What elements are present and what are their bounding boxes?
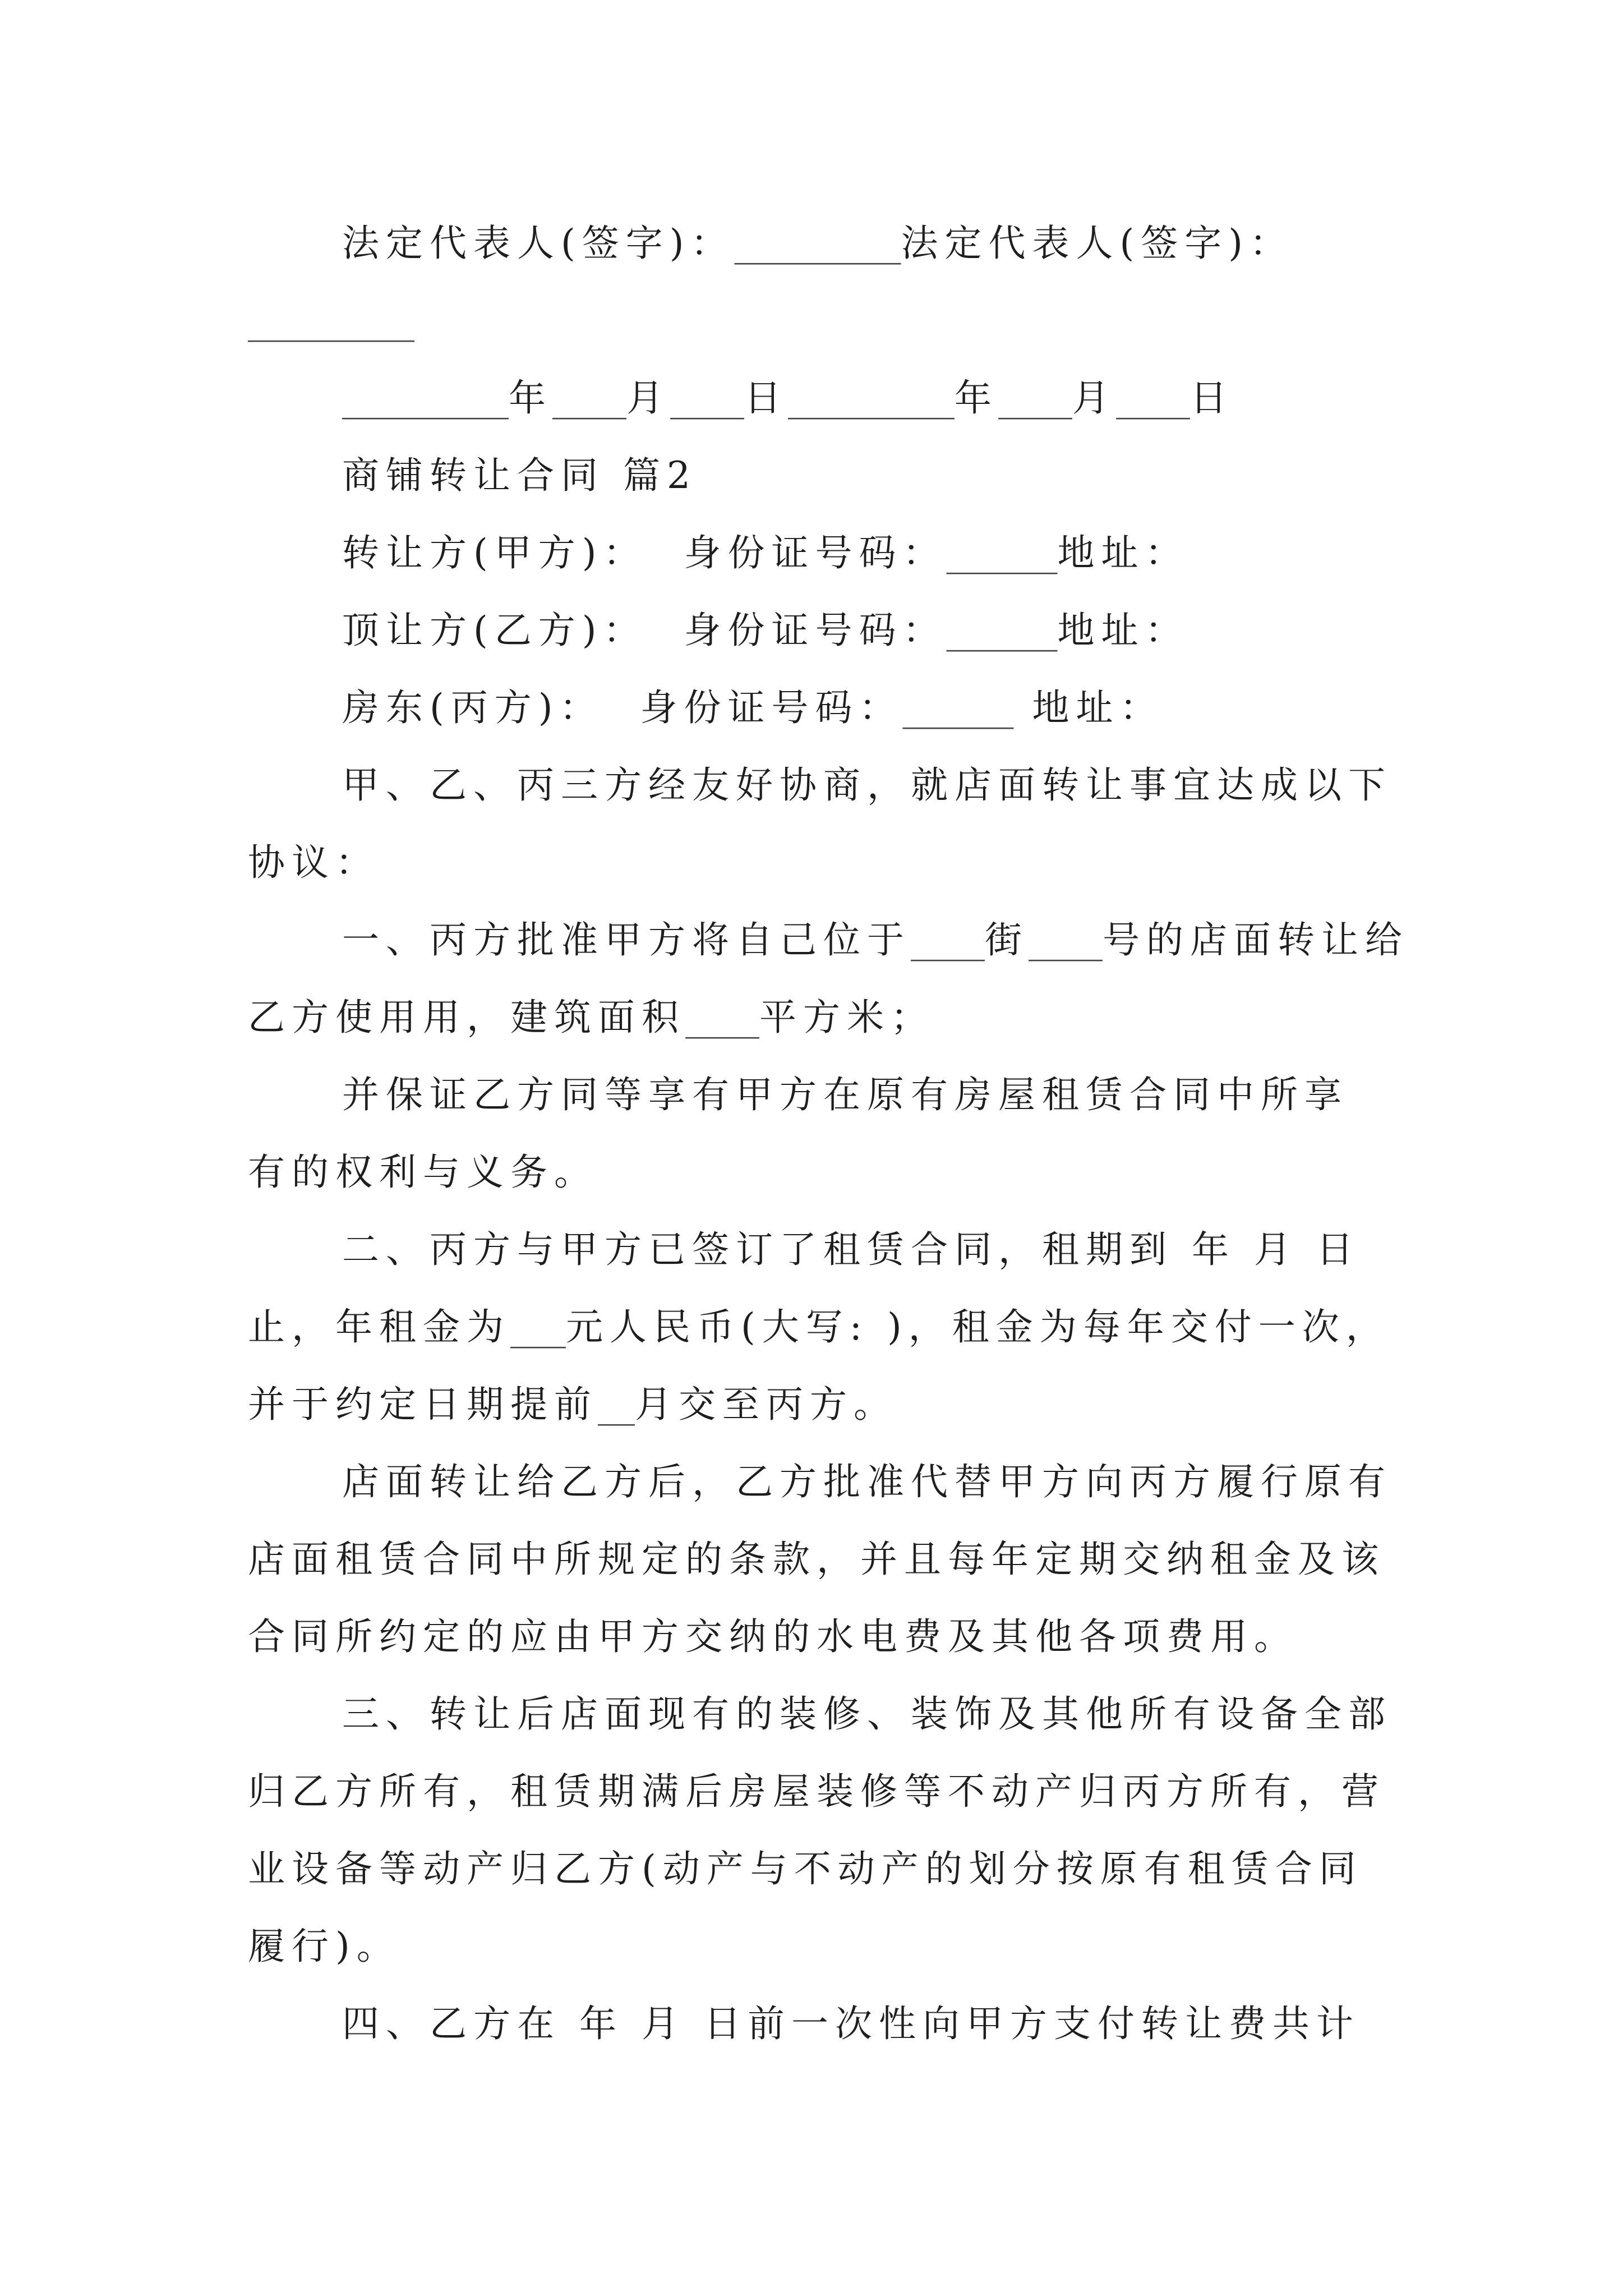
paragraph-line: 店面租赁合同中所规定的条款，并且每年定期交纳租金及该 bbox=[248, 1538, 1385, 1581]
party-line-transferee: 顶让方(乙方)： 身份证号码：______地址： bbox=[342, 609, 1189, 652]
paragraph-line: 止，年租金为___元人民币(大写: )，租金为每年交付一次， bbox=[248, 1305, 1390, 1349]
paragraph-line: 并于约定日期提前__月交至丙方。 bbox=[248, 1383, 897, 1426]
paragraph-line: 乙方使用用，建筑面积____平方米； bbox=[248, 996, 934, 1039]
section-title: 商铺转让合同 篇2 bbox=[342, 454, 697, 497]
blank-field: ______ bbox=[946, 609, 1058, 652]
paragraph-line: 并保证乙方同等享有甲方在原有房屋租赁合同中所享 bbox=[342, 1073, 1348, 1116]
clause-two-obligations bbox=[248, 1443, 1623, 1676]
clause-one bbox=[248, 901, 1623, 1056]
clause-one-guarantee bbox=[248, 1056, 1623, 1211]
blank-field: ____ bbox=[911, 918, 985, 961]
blank-field: ___ bbox=[510, 1305, 566, 1349]
party-line-landlord: 房东(丙方)： 身份证号码：______ 地址： bbox=[342, 686, 1164, 729]
party-list bbox=[248, 514, 1623, 747]
blank-field: ____ bbox=[552, 376, 626, 420]
paragraph-line: 合同所约定的应由甲方交纳的水电费及其他各项费用。 bbox=[248, 1615, 1298, 1658]
blank-field: __ bbox=[598, 1383, 635, 1426]
paragraph-line: 四、乙方在 年 月 日前一次性向甲方支付转让费共计 bbox=[342, 2002, 1360, 2045]
blank-field: ____ bbox=[1116, 376, 1190, 420]
paragraph-line: 有的权利与义务。 bbox=[248, 1151, 598, 1194]
paragraph-line: 履行)。 bbox=[248, 1925, 400, 1968]
signature-block bbox=[248, 205, 1623, 437]
blank-field: _________ bbox=[342, 376, 509, 420]
blank-field: ______ bbox=[902, 686, 1014, 729]
party-line-transferor: 转让方(甲方)： 身份证号码：______地址： bbox=[342, 531, 1189, 574]
blank-field: _________ bbox=[248, 299, 414, 342]
paragraph-line: 甲、乙、丙三方经友好协商，就店面转让事宜达成以下 bbox=[342, 763, 1392, 807]
paragraph-line: 二、丙方与甲方已签订了租赁合同，租期到 年 月 日 bbox=[342, 1228, 1360, 1271]
clause-two bbox=[248, 1211, 1623, 1443]
blank-field: ____ bbox=[998, 376, 1072, 420]
clause-three bbox=[248, 1676, 1623, 1985]
paragraph-line: 业设备等动产归乙方(动产与不动产的划分按原有租赁合同 bbox=[248, 1847, 1363, 1890]
blank-field: ____ bbox=[670, 376, 744, 420]
paragraph-line: 店面转让给乙方后，乙方批准代替甲方向丙方履行原有 bbox=[342, 1460, 1392, 1503]
paragraph-line: 三、转让后店面现有的装修、装饰及其他所有设备全部 bbox=[342, 1692, 1392, 1736]
paragraph-line: 协议： bbox=[248, 841, 379, 884]
blank-field: ____ bbox=[1029, 918, 1103, 961]
paragraph-preamble bbox=[248, 747, 1623, 901]
date-line: _________年____月____日_________年____月____日 bbox=[342, 376, 1234, 420]
paragraph-line: 一、丙方批准甲方将自己位于____街____号的店面转让给 bbox=[342, 918, 1409, 961]
clause-four bbox=[248, 1985, 1623, 2063]
blank-field: ______ bbox=[946, 531, 1058, 574]
blank-field: _________ bbox=[734, 222, 901, 265]
signature-line: 法定代表人(签字)：_________法定代表人(签字)： bbox=[342, 222, 1293, 265]
paragraph-line: 归乙方所有，租赁期满后房屋装修等不动产归丙方所有，营 bbox=[248, 1770, 1385, 1813]
signature-overflow-line bbox=[248, 282, 1583, 360]
blank-field: ____ bbox=[685, 996, 759, 1039]
blank-field: _________ bbox=[788, 376, 955, 420]
